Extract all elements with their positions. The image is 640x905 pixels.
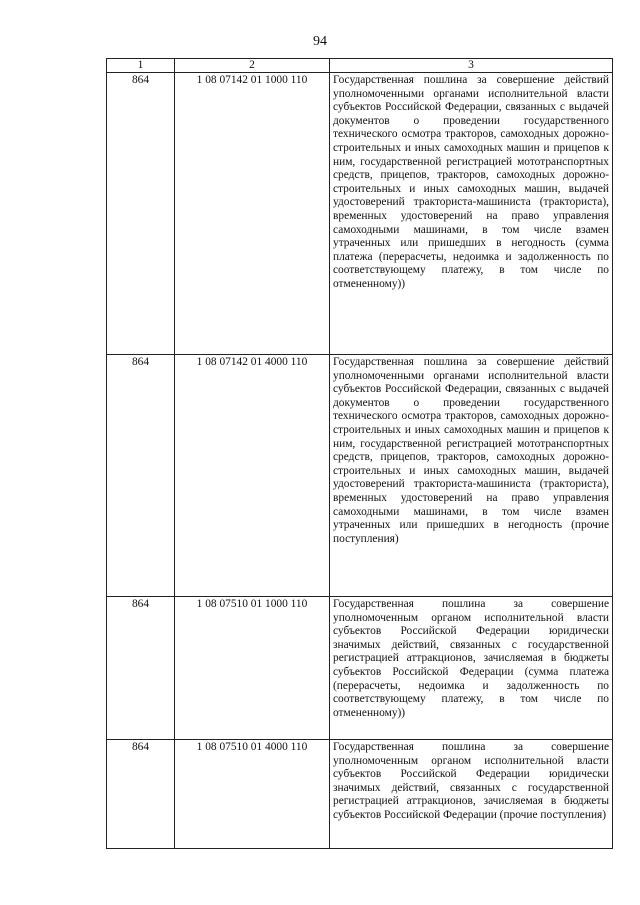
description-cell: Государственная пошлина за совершение уполномоченным органом исполнительной власти субъектов Российской Федерации юридически значимых действий, связанных с государственной регистрацией аттракционов, зачисляемая в бюджеты субъектов Российской Федерации (сумма платежа (перерасчеты, недоимка и задолженность по соответствующему платежу, в том числе по отмененному)) — [330, 597, 613, 740]
table-header-row — [107, 59, 613, 73]
column-header-2: 2 — [175, 59, 330, 73]
budget-classification-table — [106, 58, 613, 849]
column-header-1: 1 — [107, 59, 175, 73]
admin-code-cell: 864 — [107, 740, 175, 849]
column-header-3: 3 — [330, 59, 613, 73]
description-cell: Государственная пошлина за совершение действий уполномоченными органами исполнительной власти субъектов Российской Федерации, связанных с выдачей документов о проведении государственного технического осмотра тракторов, самоходных дорожно-строительных и иных самоходных машин и прицепов к ним, государственной регистрацией мототранспортных средств, прицепов, тракторов, самоходных дорожно-строительных и иных самоходных машин, выдачей удостоверений тракториста-машиниста (тракториста), временных удостоверений на право управления самоходными машинами, в том числе взамен утраченных или пришедших в негодность (прочие поступления) — [330, 355, 613, 597]
budget-code-cell: 1 08 07510 01 1000 110 — [175, 597, 330, 740]
budget-code-cell: 1 08 07142 01 1000 110 — [175, 73, 330, 355]
admin-code-cell: 864 — [107, 597, 175, 740]
admin-code-cell: 864 — [107, 73, 175, 355]
table-row — [107, 597, 613, 740]
table-row — [107, 355, 613, 597]
budget-code-cell: 1 08 07142 01 4000 110 — [175, 355, 330, 597]
table-row — [107, 73, 613, 355]
page-number: 94 — [313, 34, 327, 49]
admin-code-cell: 864 — [107, 355, 175, 597]
description-cell: Государственная пошлина за совершение действий уполномоченными органами исполнительной власти субъектов Российской Федерации, связанных с выдачей документов о проведении государственного технического осмотра тракторов, самоходных дорожно-строительных и иных самоходных машин и прицепов к ним, государственной регистрацией мототранспортных средств, прицепов, тракторов, самоходных дорожно-строительных и иных самоходных машин, выдачей удостоверений тракториста-машиниста (тракториста), временных удостоверений на право управления самоходными машинами, в том числе взамен утраченных или пришедших в негодность (сумма платежа (перерасчеты, недоимка и задолженность по соответствующему платежу, в том числе по отмененному)) — [330, 73, 613, 355]
budget-code-cell: 1 08 07510 01 4000 110 — [175, 740, 330, 849]
table-row — [107, 740, 613, 849]
description-cell: Государственная пошлина за совершение уполномоченным органом исполнительной власти субъектов Российской Федерации юридически значимых действий, связанных с государственной регистрацией аттракционов, зачисляемая в бюджеты субъектов Российской Федерации (прочие поступления) — [330, 740, 613, 849]
